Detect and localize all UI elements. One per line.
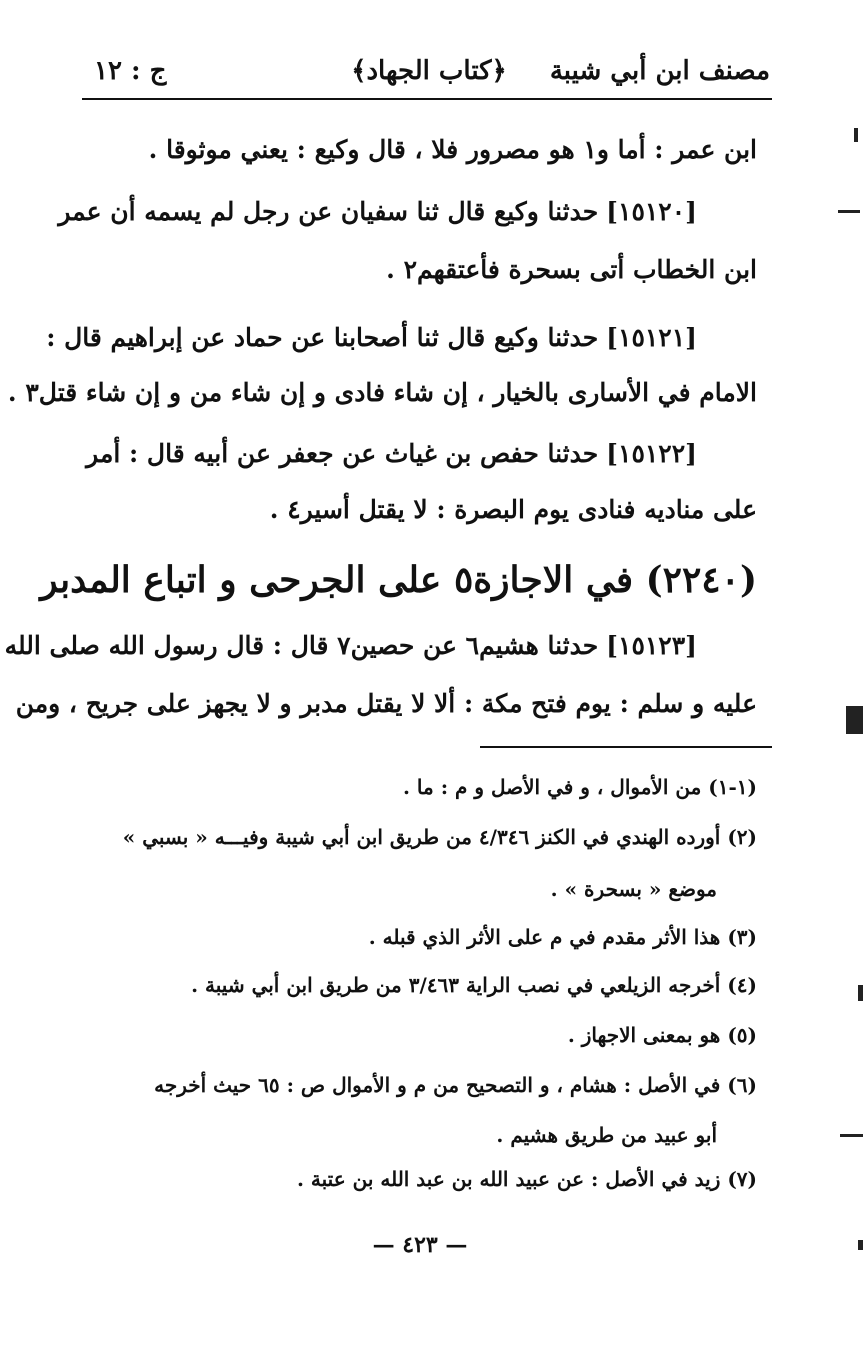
hadith-15123-line-1 <box>4 626 757 666</box>
hadith-15122-line-2: على مناديه فنادى يوم البصرة : لا يقتل أسير٤ . <box>269 495 757 524</box>
footnote-5: (٥) هو بمعنى الاجهاز . <box>567 1023 757 1047</box>
hadith-text: حدثنا وكيع قال ثنا سفيان عن رجل لم يسمه أن عمر <box>58 197 599 226</box>
chapter-heading: (٢٢٤٠) في الاجازة٥ على الجرحى و اتباع المدبر <box>40 559 757 601</box>
footnote-1: (١-١) من الأموال ، و في الأصل و م : ما . <box>403 775 757 799</box>
footnote-rule <box>480 746 772 748</box>
hadith-15122-line-1 <box>86 434 757 474</box>
hadith-text: حدثنا حفص بن غياث عن جعفر عن أبيه قال : أمر <box>86 439 599 468</box>
hadith-15120-line-2: ابن الخطاب أتى بسحرة فأعتقهم٢ . <box>386 255 757 284</box>
hadith-text: حدثنا هشيم٦ عن حصين٧ قال : قال رسول الله صلى الله <box>4 631 599 660</box>
section-title: ﴿كتاب الجهاد﴾ <box>351 56 507 86</box>
footnote-2-cont: موضع « بسحرة » . <box>550 877 717 901</box>
hadith-15120-line-1 <box>58 192 757 232</box>
scan-mark <box>846 706 863 734</box>
hadith-15121-line-2: الامام في الأسارى بالخيار ، إن شاء فادى و إن شاء من و إن شاء قتل٣ . <box>7 378 757 407</box>
hadith-number: [١٥١٢٣] <box>606 631 697 660</box>
book-title: مصنف ابن أبي شيبة <box>549 56 770 86</box>
page-number: — ٤٢٣ — <box>372 1232 468 1258</box>
scan-mark <box>838 210 860 213</box>
hadith-number: [١٥١٢٢] <box>606 439 697 468</box>
footnote-4: (٤) أخرجه الزيلعي في نصب الراية ٣/٤٦٣ من طريق ابن أبي شيبة . <box>191 973 757 997</box>
hadith-text: حدثنا وكيع قال ثنا أصحابنا عن حماد عن إبراهيم قال : <box>46 323 599 352</box>
volume-label: ج : ١٢ <box>94 56 167 86</box>
scan-mark <box>858 985 863 1001</box>
footnote-2: (٢) أورده الهندي في الكنز ٤/٣٤٦ من طريق ابن أبي شيبة وفيـــه « بسبي » <box>122 825 757 849</box>
hadith-number: [١٥١٢٠] <box>606 197 697 226</box>
running-head <box>88 52 770 96</box>
body-line: ابن عمر : أما و١ هو مصرور فلا ، قال وكيع : يعني موثوقا . <box>148 135 757 164</box>
scan-mark <box>858 1240 863 1250</box>
hadith-15121-line-1 <box>46 318 757 358</box>
scan-mark <box>854 128 858 142</box>
footnote-6-cont: أبو عبيد من طريق هشيم . <box>496 1123 717 1147</box>
footnote-3: (٣) هذا الأثر مقدم في م على الأثر الذي قبله . <box>368 925 757 949</box>
footnote-6: (٦) في الأصل : هشام ، و التصحيح من م و الأموال ص : ٦٥ حيث أخرجه <box>154 1073 757 1097</box>
hadith-15123-line-2: عليه و سلم : يوم فتح مكة : ألا لا يقتل مدبر و لا يجهز على جريح ، ومن <box>15 689 757 718</box>
footnote-7: (٧) زيد في الأصل : عن عبيد الله بن عبد الله بن عتبة . <box>296 1167 757 1191</box>
hadith-number: [١٥١٢١] <box>606 323 697 352</box>
header-rule <box>82 98 772 100</box>
scan-mark <box>840 1134 863 1137</box>
